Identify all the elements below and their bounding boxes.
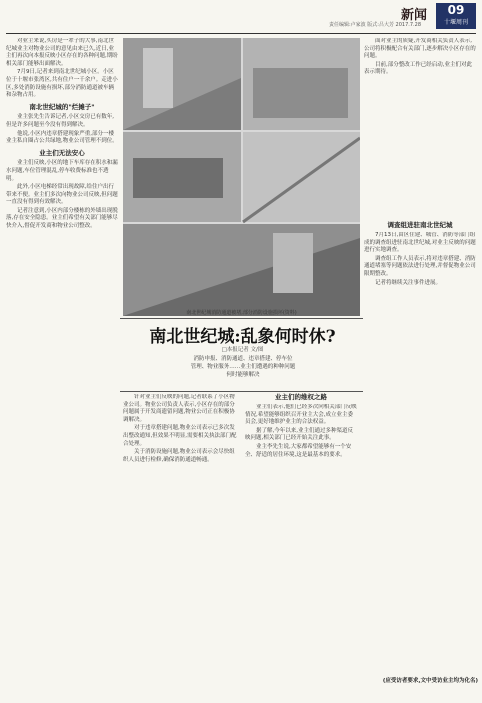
dek-line: 何时能够解决 (226, 372, 260, 378)
photo-collage (123, 38, 360, 316)
dek-line: 消防申报、消防通道、违章搭建、停车位 (193, 356, 293, 362)
center-left-column (123, 394, 239, 696)
paragraph: 据了解,今年以来,业主们通过多种渠道反映问题,相关部门已经开始关注此事。 (245, 427, 353, 442)
header-rule (6, 33, 476, 34)
paragraph: 面对业主的质疑,开发商相关负责人表示,公司将积极配合有关部门,逐步解决小区存在的问题。 (364, 38, 476, 60)
article-title: 南北世纪城:乱象何时休? (149, 327, 336, 347)
section-label: 十堰周刊 (443, 19, 468, 26)
left-column (6, 38, 118, 690)
subhead-left-2: 业主们无法安心 (39, 148, 85, 157)
paragraph: 业主张先生告诉记者,小区交房已有数年,但是许多问题至今没有得到解决。 (6, 114, 114, 128)
paragraph: 针对业主们反映的问题,记者联系了小区物业公司。物业公司负责人表示,小区存在的部分问题属于开发商遗留问题,物业公司正在积极协调解决。 (123, 394, 235, 423)
paragraph: 业主们反映,小区的地下车库存在积水和漏水问题,车位管理混乱,停车收费标准也不透明。 (6, 160, 118, 182)
section-word: 新闻 (401, 8, 428, 23)
page-header (0, 0, 482, 34)
dek-line: 管理、物业服务……业主们遭遇的种种问题 (190, 364, 296, 370)
paragraph: 7月13日,由区住建、城管、消防等部门组成的调查组进驻南北世纪城,对业主反映的问题进行实地调查。 (364, 232, 476, 254)
paragraph: 业主李先生说,大家都希望能够有一个安全、舒适的居住环境,这是最基本的要求。 (245, 443, 352, 458)
paragraph: 此外,小区电梯经常出现故障,给住户出行带来不便。业主们多次向物业公司反映,但问题一直没有得到有效解决。 (6, 184, 118, 206)
paragraph: 记者将继续关注事件进展。 (375, 279, 442, 286)
paragraph: 记者注意到,小区内部分楼栋的外墙出现脱落,存在安全隐患。业主们希望有关部门能够尽快介入,督促开发商和物业公司整改。 (6, 207, 118, 230)
article-dek (148, 355, 338, 379)
page-number: 09 (447, 3, 465, 17)
right-column-top (364, 38, 476, 216)
article-byline: □本报记者 文/图 (221, 347, 264, 353)
paragraph: 业主们表示,他们已经多次向相关部门反映情况,希望能够组织召开业主大会,成立业主委员会,更好地维护业主的合法权益。 (245, 404, 357, 426)
page-number-box (436, 3, 476, 29)
paragraph: 调查组工作人员表示,将对违章搭建、消防通道堵塞等问题依法进行处理,并督促物业公司限期整改。 (364, 255, 476, 277)
subhead-right: 调查组进驻南北世纪城 (387, 221, 453, 229)
editor-meta: 责任编辑:卢家波 版式:吕大芳 2017.7.28 (329, 22, 421, 28)
photo-caption: 南北世纪城消防通道被堵,部分消防设施损坏(资料) (186, 310, 297, 316)
paragraph: 对于违章搭建问题,物业公司表示已多次发出整改通知,但效果不明显,需要相关执法部门配合处理。 (123, 425, 237, 447)
paragraph: 7月9日,记者来到南北世纪城小区。小区位于十堰市张湾区,共有住户一千余户。走进小区,多处消防设施有损坏,部分消防通道被车辆和杂物占用。 (6, 69, 118, 99)
right-column-bottom (364, 232, 476, 672)
paragraph: 关于消防设施问题,物业公司表示会尽快组织人员进行检修,确保消防通道畅通。 (123, 449, 235, 463)
footer-note: (应受访者要求,文中受访业主均为化名) (382, 678, 478, 684)
center-right-column (245, 404, 357, 696)
paragraph: 对业主来说,买房是一辈子的大事,南北世纪城业主对物业公司的意见由来已久,近日,业主们再次向本报反映小区存在的各种问题,期盼相关部门能够出面解决。 (6, 38, 118, 67)
subhead-center: 业主们的维权之路 (275, 393, 327, 401)
subhead-left-1: 南北世纪城的"烂摊子" (29, 102, 95, 111)
photo-collage-image (123, 38, 360, 316)
paragraph: 他说,小区内违章搭建现象严重,部分一楼业主私自圈占公共绿地,物业公司管理不到位。 (6, 130, 118, 145)
paragraph: 目前,部分整改工作已经启动,业主们对此表示期待。 (364, 61, 472, 76)
